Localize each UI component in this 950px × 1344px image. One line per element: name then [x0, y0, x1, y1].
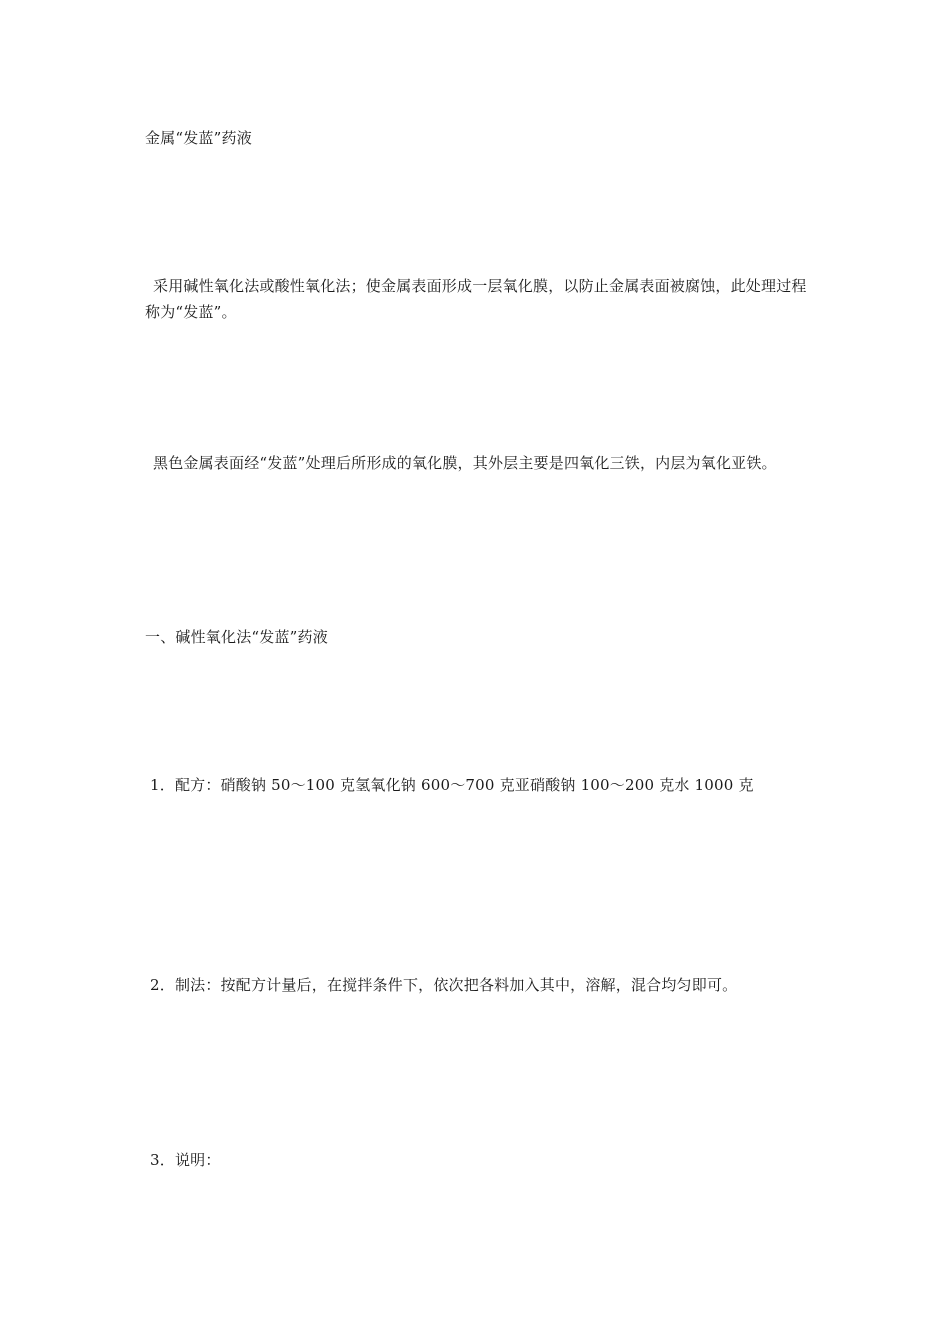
oxide-film-paragraph: 黑色金属表面经“发蓝”处理后所形成的氧化膜，其外层主要是四氧化三铁，内层为氧化亚铁。 [153, 454, 777, 472]
preparation-item: 2．制法：按配方计量后，在搅拌条件下，依次把各料加入其中，溶解，混合均匀即可。 [150, 976, 738, 994]
document-title: 金属“发蓝”药液 [145, 129, 252, 147]
intro-paragraph: 采用碱性氧化法或酸性氧化法；使金属表面形成一层氧化膜，以防止金属表面被腐蚀，此处理过程称为“发蓝”。 [145, 277, 807, 321]
notes-item: 3．说明： [150, 1151, 221, 1169]
section-heading-alkaline: 一、碱性氧化法“发蓝”药液 [145, 628, 328, 646]
formula-item: 1．配方：硝酸钠 50～100 克氢氧化钠 600～700 克亚硝酸钠 100～200 克水 1000 克 [150, 776, 754, 794]
